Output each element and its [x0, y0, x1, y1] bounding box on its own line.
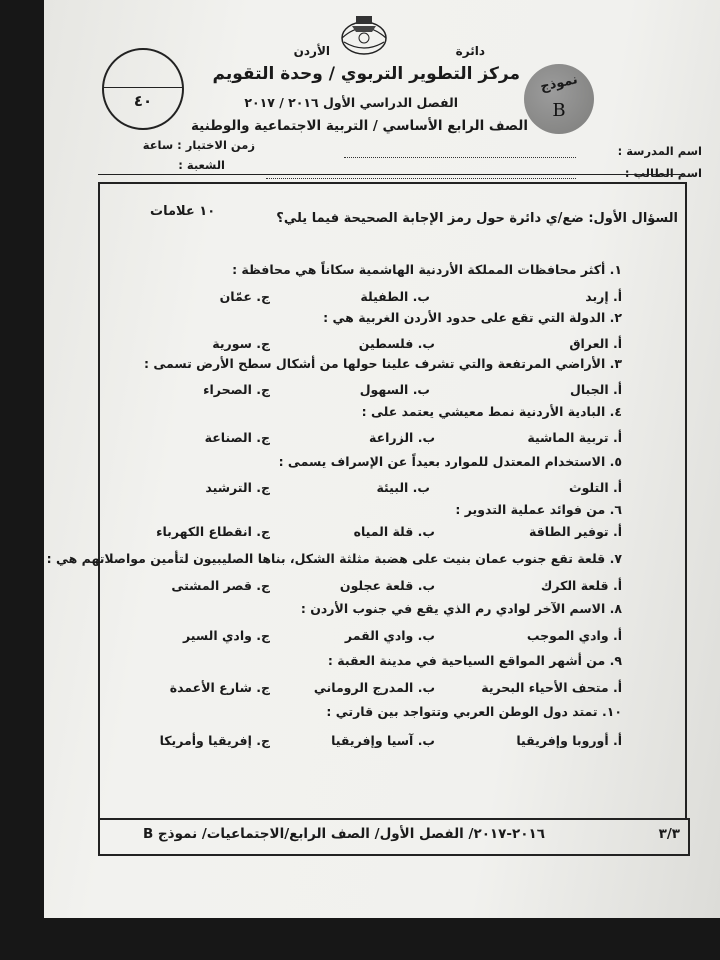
- option-b[interactable]: ب. آسيا وإفريقيا: [331, 733, 435, 748]
- section-label: الشعبة :: [178, 158, 225, 172]
- option-a[interactable]: أ. التلوث: [569, 480, 622, 495]
- option-a[interactable]: أ. تربية الماشية: [527, 430, 622, 445]
- option-c[interactable]: ج. الصحراء: [203, 382, 270, 397]
- country-label: الأردن: [293, 44, 330, 58]
- question-text: ٣. الأراضي المرتفعة والتي تشرف علينا حولها من أشكال سطح الأرض تسمى :: [144, 356, 622, 371]
- option-b[interactable]: ب. فلسطين: [358, 336, 435, 351]
- option-b[interactable]: ب. الطفيلة: [360, 289, 430, 304]
- question-text: ٥. الاستخدام المعتدل للموارد بعيداً عن الإسراف يسمى :: [278, 454, 622, 469]
- option-a[interactable]: أ. متحف الأحياء البحرية: [481, 680, 622, 695]
- student-name-field[interactable]: [266, 178, 576, 179]
- option-c[interactable]: ج. قصر المشتى: [171, 578, 270, 593]
- footer-text: ٢٠١٦-٢٠١٧/ الفصل الأول/ الصف الرابع/الاجتماعيات/ نموذج B: [142, 826, 545, 842]
- question-text: ٦. من فوائد عملية التدوير :: [455, 502, 622, 517]
- option-b[interactable]: ب. قلة المياه: [353, 524, 435, 539]
- center-title: مركز التطوير التربوي / وحدة التقويم: [212, 64, 520, 84]
- header-divider: [98, 174, 683, 175]
- option-c[interactable]: ج. عمّان: [219, 289, 270, 304]
- question-title: السؤال الأول: ضع/ي دائرة حول رمز الإجابة الصحيحة فيما يلي؟: [276, 211, 678, 226]
- model-badge: [524, 64, 594, 134]
- question-text: ٩. من أشهر المواقع السياحية في مدينة العقبة :: [327, 653, 622, 668]
- school-name-field[interactable]: [344, 157, 576, 158]
- question-text: ٨. الاسم الآخر لوادي رم الذي يقع في جنوب الأردن :: [300, 601, 622, 616]
- option-a[interactable]: أ. الجبال: [569, 382, 622, 397]
- question-text: ٧. قلعة تقع جنوب عمان بنيت على هضبة مثلثة الشكل، بناها الصليبيون لتأمين مواصلاتهم هي :: [46, 551, 622, 566]
- marks-label: ١٠ علامات: [150, 204, 216, 219]
- option-a[interactable]: أ. العراق: [569, 336, 622, 351]
- emblem-logo: [322, 12, 406, 56]
- semester-label: الفصل الدراسي الأول ٢٠١٦ / ٢٠١٧: [244, 95, 458, 110]
- option-b[interactable]: ب. السهول: [359, 382, 430, 397]
- directorate-label: دائرة: [455, 44, 485, 58]
- question-text: ٤. البادية الأردنية نمط معيشي يعتمد على :: [361, 404, 622, 419]
- model-letter: B: [552, 100, 566, 121]
- option-a[interactable]: أ. أوروبا وإفريقيا: [516, 733, 622, 748]
- score-circle: [102, 48, 184, 130]
- option-b[interactable]: ب. المدرج الروماني: [313, 680, 435, 695]
- score-value: ٤٠: [133, 92, 153, 110]
- questions-frame: [98, 182, 687, 820]
- option-a[interactable]: أ. قلعة الكرك: [540, 578, 622, 593]
- student-name-label: اسم الطالب :: [624, 166, 702, 180]
- page-number: ٣/٣: [658, 826, 680, 842]
- grade-subject-label: الصف الرابع الأساسي / التربية الاجتماعية والوطنية: [191, 118, 528, 134]
- option-b[interactable]: ب. البيئة: [376, 480, 430, 495]
- question-text: ١٠. تمتد دول الوطن العربي وتتواجد بين قارتي :: [326, 704, 622, 719]
- school-name-label: اسم المدرسة :: [617, 144, 702, 158]
- option-a[interactable]: أ. وادي الموجب: [526, 628, 622, 643]
- model-label: نموذج: [538, 72, 580, 95]
- exam-time-label: زمن الاختبار : ساعة: [142, 138, 255, 152]
- question-text: ١. أكثر محافظات المملكة الأردنية الهاشمية سكاناً هي محافظة :: [232, 262, 622, 277]
- option-a[interactable]: أ. إربد: [585, 289, 622, 304]
- option-c[interactable]: ج. إفريقيا وأمريكا: [159, 733, 270, 748]
- option-c[interactable]: ج. الصناعة: [204, 430, 270, 445]
- option-c[interactable]: ج. الترشيد: [205, 480, 270, 495]
- option-c[interactable]: ج. شارع الأعمدة: [169, 680, 270, 695]
- option-c[interactable]: ج. سورية: [212, 336, 270, 351]
- option-b[interactable]: ب. قلعة عجلون: [339, 578, 435, 593]
- option-c[interactable]: ج. انقطاع الكهرباء: [156, 524, 270, 539]
- option-b[interactable]: ب. وادي القمر: [344, 628, 435, 643]
- option-b[interactable]: ب. الزراعة: [368, 430, 435, 445]
- option-a[interactable]: أ. توفير الطاقة: [529, 524, 622, 539]
- option-c[interactable]: ج. وادي السير: [183, 628, 270, 643]
- question-text: ٢. الدولة التي تقع على حدود الأردن الغربية هي :: [323, 310, 622, 325]
